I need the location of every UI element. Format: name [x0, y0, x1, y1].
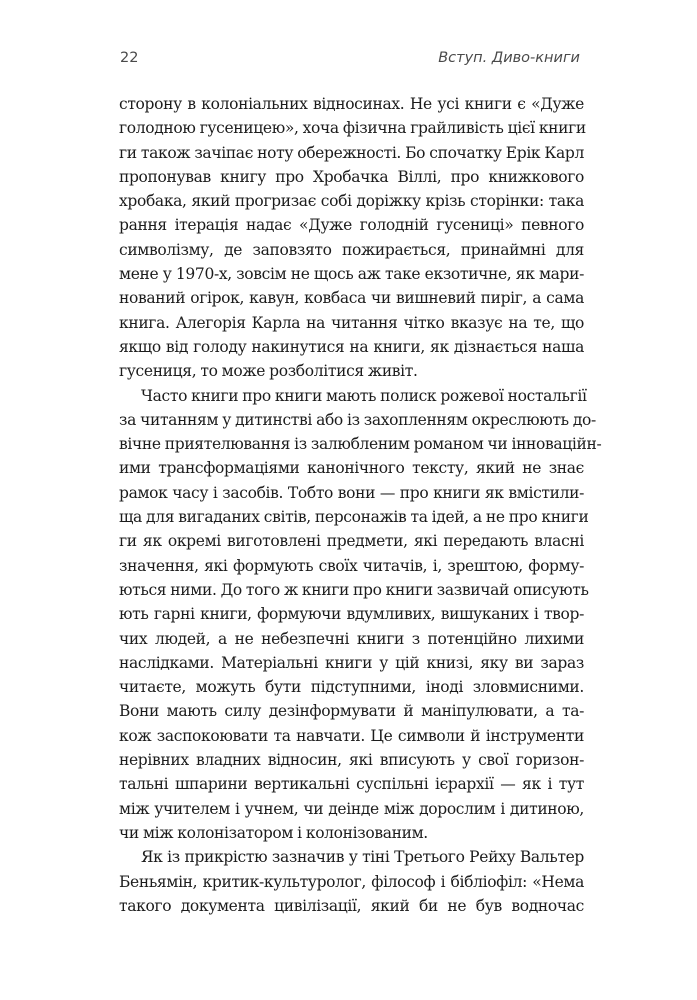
text-line: ють гарні книги, формуючи вдумливих, вишуканих і твор-: [119, 605, 584, 624]
text-line: ги як окремі виготовлені предмети, які передають власні: [119, 532, 584, 551]
text-line: голодною гусеницею», хоча фізична грайливість цієї книги: [119, 119, 586, 138]
text-line: мене у 1970-х, зовсім не щось аж таке екзотичне, як мари-: [119, 265, 584, 284]
text-line: символізму, де заповзято пожирається, принаймні для: [119, 240, 584, 259]
text-line: нований огірок, кавун, ковбаса чи вишневий пиріг, а сама: [119, 289, 584, 308]
text-line: тальні шпарини вертикальні суспільні ієрархії — як і тут: [119, 775, 584, 794]
chapter-title: Вступ. Диво-книги: [438, 50, 580, 66]
text-line: ими трансформаціями канонічного тексту, який не знає: [119, 459, 584, 478]
text-line: хробака, який прогризає собі доріжку крізь сторінки: така: [119, 192, 584, 211]
text-line: рамок часу і засобів. Тобто вони — про книги як вмістили-: [119, 483, 584, 502]
text-line: книга. Алегорія Карла на читання чітко вказує на те, що: [119, 313, 584, 332]
text-line: сторону в колоніальних відносинах. Не усі книги є «Дуже: [119, 95, 584, 113]
text-line: рання ітерація надає «Дуже голодній гусениці» певного: [119, 216, 584, 235]
text-line: вічне приятелювання із залюбленим романом чи інноваційн-: [119, 435, 602, 454]
text-line: такого документа цивілізації, який би не був водночас: [119, 896, 584, 915]
text-line: якщо від голоду накинутися на книги, як дізнається наша: [119, 337, 584, 356]
running-head: [120, 50, 580, 72]
body-text: [119, 92, 602, 918]
text-line: Як із прикрістю зазначив у тіні Третього Рейху Вальтер: [141, 848, 584, 867]
text-line: нерівних владних відносин, які вписують у свої горизон-: [119, 751, 584, 770]
text-line: ги також зачіпає ноту обережності. Бо спочатку Ерік Карл: [119, 143, 584, 162]
text-line: читаєте, можуть бути підступними, іноді зловмисними.: [119, 678, 584, 697]
text-line: гусениця, то може розболітися живіт.: [119, 362, 418, 381]
text-line: Часто книги про книги мають полиск рожевої ностальгії: [141, 386, 587, 405]
text-line: наслідками. Матеріальні книги у цій книзі, яку ви зараз: [119, 653, 584, 672]
text-line: кож заспокоювати та навчати. Це символи й інструменти: [119, 726, 584, 745]
text-line: Беньямін, критик-культуролог, філософ і бібліофіл: «Нема: [119, 872, 584, 891]
text-line: чи між колонізатором і колонізованим.: [119, 823, 428, 842]
text-line: ються ними. До того ж книги про книги зазвичай описують: [119, 580, 589, 599]
text-line: за читанням у дитинстві або із захопленням окреслюють до-: [119, 410, 596, 429]
text-line: між учителем і учнем, чи деінде між дорослим і дитиною,: [119, 799, 584, 818]
text-line: чих людей, а не небезпечні книги з потенційно лихими: [119, 629, 584, 648]
text-line: значення, які формують своїх читачів, і, зрештою, форму-: [119, 556, 584, 575]
text-line: ща для вигаданих світів, персонажів та ідей, а не про книги: [119, 508, 589, 527]
page-number: 22: [120, 50, 139, 66]
text-line: пропонував книгу про Хробачка Віллі, про книжкового: [119, 167, 584, 186]
text-line: Вони мають силу дезінформувати й маніпулювати, а та-: [119, 702, 584, 721]
